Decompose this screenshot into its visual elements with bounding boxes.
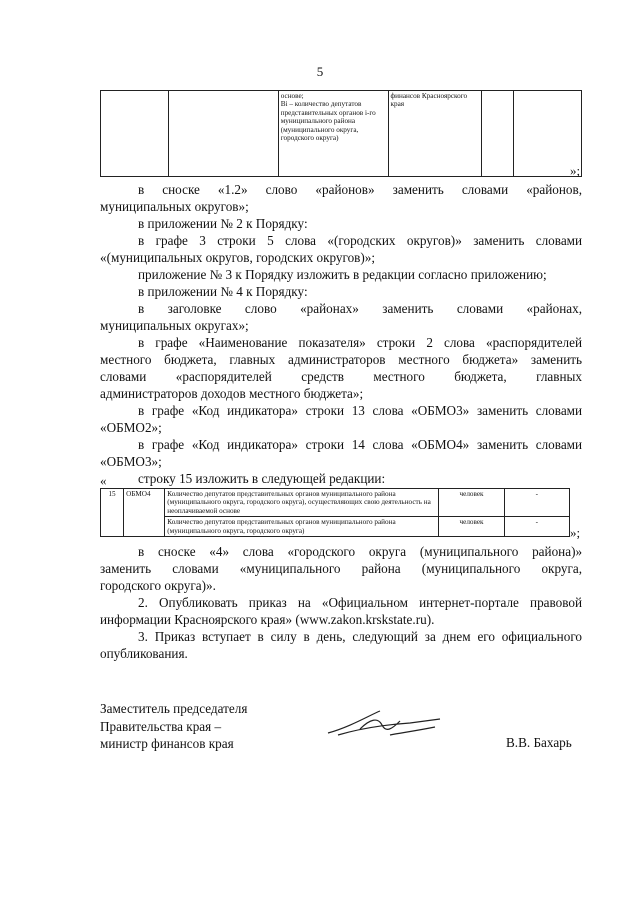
row-number: 15: [101, 489, 124, 537]
closing-quote: »;: [570, 525, 581, 540]
table-cell: [481, 91, 513, 177]
table-row: [101, 489, 570, 517]
paragraph-line: администраторов доходов местного бюджета»;: [100, 386, 364, 401]
signature-block: [100, 700, 247, 753]
paragraph-line: строку 15 изложить в следующей редакции:: [138, 471, 386, 486]
unit: человек: [439, 489, 504, 517]
paragraph-line: городского округа)».: [100, 578, 216, 593]
table-row: [101, 517, 570, 537]
paragraph-line: «(муниципальных округов, городских округов)»;: [100, 250, 376, 265]
indicator-table: [100, 488, 570, 537]
indicator-name: Количество депутатов представительных органов муниципального района (муниципального округа, городского округа): [165, 517, 439, 537]
table-cell: [101, 91, 169, 177]
closing-quote: »;: [570, 163, 581, 178]
paragraph-line: в графе «Код индикатора» строки 14 слова «ОБМО4» заменить словами: [138, 437, 583, 452]
handwritten-signature: [320, 705, 450, 745]
paragraph-line: в заголовке слово «районах» заменить словами «районах,: [138, 301, 583, 316]
page-number: 5: [316, 64, 324, 79]
unit: человек: [439, 517, 504, 537]
signatory-name: В.В. Бахарь: [506, 735, 572, 750]
value: -: [504, 489, 569, 517]
paragraph-line: в графе 3 строки 5 слова «(городских округов)» заменить словами: [138, 233, 583, 248]
paragraph-line: в сноске «1.2» слово «районов» заменить словами «районов,: [138, 182, 583, 197]
open-quote: «: [100, 473, 107, 488]
signatory-title-line: Заместитель председателя: [100, 701, 248, 716]
paragraph-line: в графе «Код индикатора» строки 13 слова «ОБМО3» заменить словами: [138, 403, 583, 418]
table-fragment-top: [100, 90, 582, 177]
signatory-title-line: министр финансов края: [100, 736, 234, 751]
paragraph-line: 3. Приказ вступает в силу в день, следующий за днем его официального: [138, 629, 582, 644]
paragraph-line: «ОБМО2»;: [100, 420, 162, 435]
paragraph-line: заменить словами «муниципального района (муниципального округа,: [100, 561, 583, 576]
paragraph-line: «ОБМО3»;: [100, 454, 162, 469]
signatory-title-line: Правительства края –: [100, 718, 222, 734]
paragraph-line: приложение № 3 к Порядку изложить в редакции согласно приложению;: [138, 267, 547, 282]
paragraph-line: информации Красноярского края» (www.zakon.krskstate.ru).: [100, 612, 435, 627]
paragraph-line: муниципальных округов»;: [100, 199, 249, 214]
indicator-name: Количество депутатов представительных органов муниципального района (муниципального округа, городского округа), осуществляющих свою деятельность на неоплачиваемой основе: [165, 489, 439, 517]
paragraph-line: опубликования.: [100, 646, 188, 661]
table-cell-formula: основе; Bi – количество депутатов представительных органов i-го муниципального района (муниципального округа, городского округа): [278, 91, 388, 177]
table-cell-source: финансов Красноярского края: [388, 91, 481, 177]
paragraph-line: словами «распорядителей средств местного бюджета, главных: [100, 369, 583, 384]
indicator-code: ОБМО4: [124, 489, 165, 537]
paragraph-line: в графе «Наименование показателя» строки 2 слова «распорядителей: [138, 335, 583, 350]
paragraph-line: в приложении № 4 к Порядку:: [138, 284, 308, 299]
table-cell: [168, 91, 278, 177]
paragraph-line: муниципальных округах»;: [100, 318, 249, 333]
paragraph-line: местного бюджета, главных администраторов местного бюджета» заменить: [100, 352, 583, 367]
paragraph-line: 2. Опубликовать приказ на «Официальном интернет-портале правовой: [138, 595, 583, 610]
paragraph-line: в приложении № 2 к Порядку:: [138, 216, 308, 231]
paragraph-line: в сноске «4» слова «городского округа (муниципального района)»: [138, 544, 583, 559]
value: -: [504, 517, 569, 537]
